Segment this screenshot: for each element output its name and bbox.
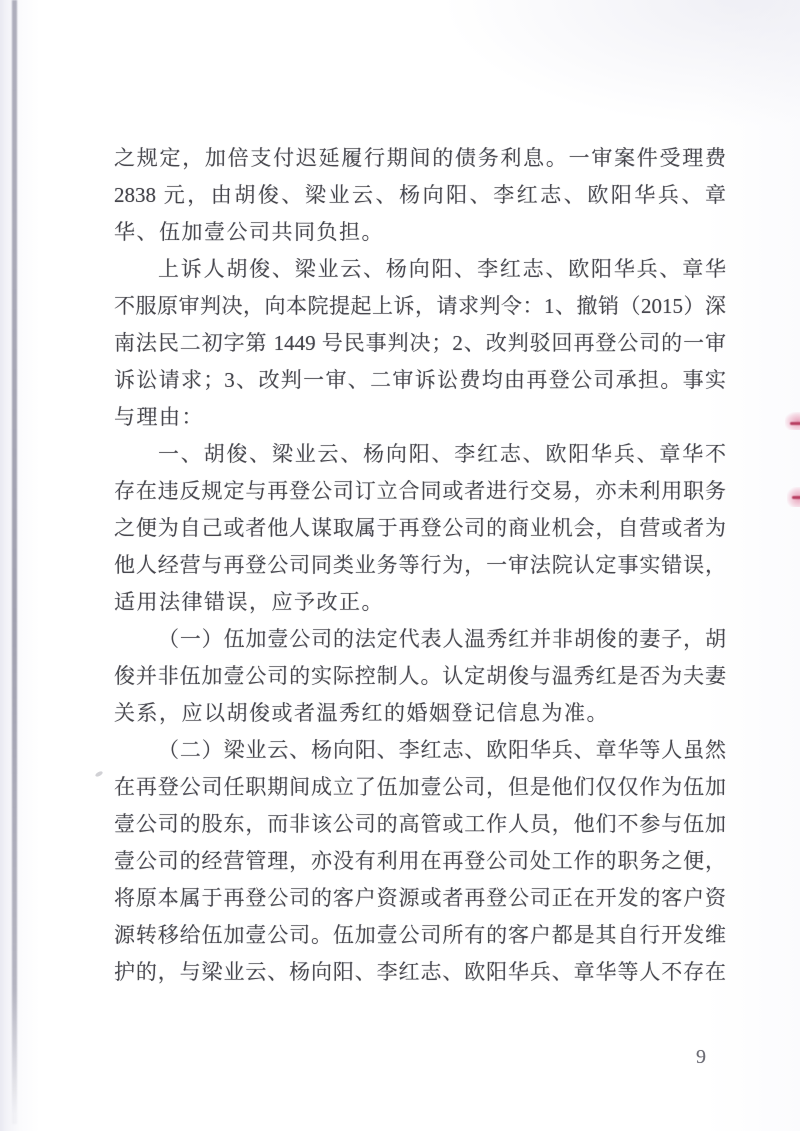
text-line: 他人经营与再登公司同类业务等行为，一审法院认定事实错误， xyxy=(114,553,726,577)
text-line: 源转移给伍加壹公司。伍加壹公司所有的客户都是其自行开发维 xyxy=(114,923,726,947)
text-line: 之便为自己或者他人谋取属于再登公司的商业机会，自营或者为 xyxy=(114,516,726,540)
paragraph xyxy=(114,140,726,251)
text-line: 护的，与梁业云、杨向阳、李红志、欧阳华兵、章华等人不存在 xyxy=(114,960,726,984)
red-mark-core xyxy=(792,496,800,499)
paragraph xyxy=(114,732,726,991)
paragraph xyxy=(114,251,726,436)
text-line: 关系，应以胡俊或者温秀红的婚姻登记信息为准。 xyxy=(114,701,609,725)
paragraph xyxy=(114,621,726,732)
red-mark-core xyxy=(790,422,800,425)
text-line: 不服原审判决，向本院提起上诉，请求判令：1、撤销（2015）深 xyxy=(114,294,726,318)
text-line: 壹公司的股东，而非该公司的高管或工作人员，他们不参与伍加 xyxy=(114,812,726,836)
text-line: 南法民二初字第 1449 号民事判决；2、改判驳回再登公司的一审 xyxy=(114,331,726,355)
text-line: （一）伍加壹公司的法定代表人温秀红并非胡俊的妻子，胡 xyxy=(158,627,726,651)
text-line: 之规定，加倍支付迟延履行期间的债务利息。一审案件受理费 xyxy=(114,146,726,170)
paragraph xyxy=(114,436,726,621)
red-pen-mark-top xyxy=(785,412,800,430)
text-line: 在再登公司任职期间成立了伍加壹公司，但是他们仅仅作为伍加 xyxy=(114,775,726,799)
scan-edge-shadow xyxy=(12,0,17,1124)
text-line: 存在违反规定与再登公司订立合同或者进行交易，亦未利用职务 xyxy=(114,479,726,503)
text-line: 与理由： xyxy=(114,405,204,429)
text-line: 壹公司的经营管理，亦没有利用在再登公司处工作的职务之便， xyxy=(114,849,726,873)
text-line: 2838 元，由胡俊、梁业云、杨向阳、李红志、欧阳华兵、章 xyxy=(114,183,726,207)
ink-speck xyxy=(95,770,104,777)
red-mark-halo xyxy=(785,412,800,430)
text-line: 一、胡俊、梁业云、杨向阳、李红志、欧阳华兵、章华不 xyxy=(158,442,726,466)
text-line: 俊并非伍加壹公司的实际控制人。认定胡俊与温秀红是否为夫妻 xyxy=(114,664,726,688)
text-line: 上诉人胡俊、梁业云、杨向阳、李红志、欧阳华兵、章华 xyxy=(158,257,726,281)
text-line: （二）梁业云、杨向阳、李红志、欧阳华兵、章华等人虽然 xyxy=(158,738,726,762)
text-line: 适用法律错误，应予改正。 xyxy=(114,590,384,614)
document-body xyxy=(114,140,726,991)
text-line: 华、伍加壹公司共同负担。 xyxy=(114,220,384,244)
page-number: 9 xyxy=(696,1046,706,1068)
text-line: 将原本属于再登公司的客户资源或者再登公司正在开发的客户资 xyxy=(114,886,726,910)
red-pen-mark-bottom xyxy=(787,487,800,507)
text-line: 诉讼请求；3、改判一审、二审诉讼费均由再登公司承担。事实 xyxy=(114,368,726,392)
